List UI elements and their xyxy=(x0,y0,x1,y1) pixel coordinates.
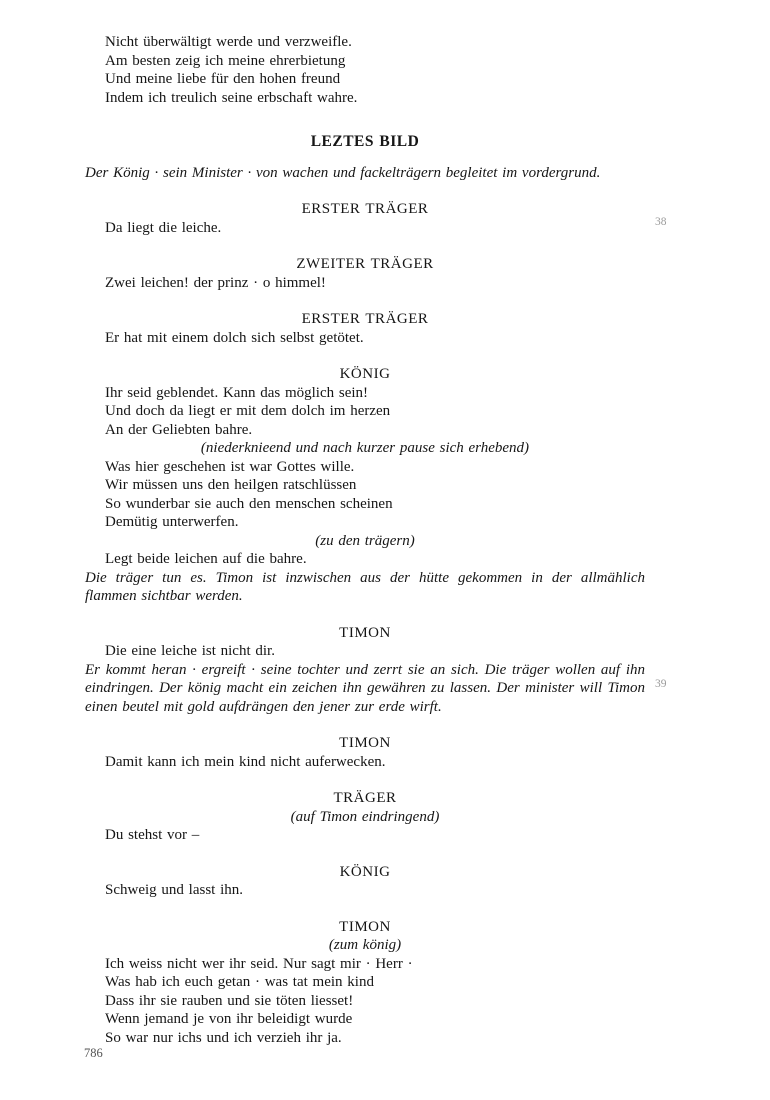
dialogue-line: Da liegt die leiche. xyxy=(105,219,222,236)
dialogue-line: Was hab ich euch getan · was tat mein kind xyxy=(105,974,374,990)
dialogue-line: Er hat mit einem dolch sich selbst getötet. xyxy=(105,329,364,346)
dialogue-block xyxy=(85,384,645,440)
dialogue-line: An der Geliebten bahre. xyxy=(105,421,253,438)
dialogue-block xyxy=(85,753,645,772)
dialogue-line: Schweig und lasst ihn. xyxy=(105,882,243,898)
dialogue-line: Die eine leiche ist nicht dir. xyxy=(105,643,275,659)
dialogue-line: Am besten zeig ich meine ehrerbietung xyxy=(105,52,346,69)
speaker-name: ERSTER TRÄGER xyxy=(301,311,429,327)
dialogue-line: Wenn jemand je von ihr beleidigt wurde xyxy=(105,1011,353,1027)
dialogue-line: Damit kann ich mein kind nicht auferwecken. xyxy=(105,753,386,770)
dialogue-line: Was hier geschehen ist war Gottes wille. xyxy=(105,458,355,475)
speaker-name: TIMON xyxy=(339,735,391,751)
verse-margin-number-38: 38 xyxy=(655,216,667,228)
dialogue-line: Und meine liebe für den hohen freund xyxy=(105,71,341,87)
dialogue-line: Demütig unterwerfen. xyxy=(105,514,239,530)
stage-direction: Die träger tun es. Timon ist inzwischen aus der hütte gekommen in der allmählich flammen sichtbar werden. xyxy=(85,569,645,604)
dialogue-block xyxy=(85,881,645,900)
dialogue-line: So wunderbar sie auch den menschen scheinen xyxy=(105,495,393,512)
parenthetical-direction: (zum könig) xyxy=(328,937,402,953)
dialogue-block xyxy=(85,826,645,845)
dialogue-block xyxy=(85,329,645,348)
parenthetical-direction: (auf Timon eindringend) xyxy=(290,808,440,825)
scene-heading: LEZTES BILD xyxy=(310,133,420,150)
speaker-name: TRÄGER xyxy=(333,790,397,806)
dialogue-block xyxy=(85,458,645,532)
dialogue-block xyxy=(85,955,645,1048)
speaker-name: TIMON xyxy=(339,918,391,935)
dialogue-block xyxy=(85,550,645,569)
dialogue-line: Und doch da liegt er mit dem dolch im herzen xyxy=(105,403,391,419)
verse-margin-number-39: 39 xyxy=(655,678,667,690)
dialogue-block xyxy=(85,33,645,107)
dialogue-line: Nicht überwältigt werde und verzweifle. xyxy=(105,34,352,50)
dialogue-block xyxy=(85,274,645,293)
stage-direction: Er kommt heran · ergreift · seine tochter und zerrt sie an sich. Die träger wollen auf ihn eindringen. Der könig macht ein zeichen ihn gewähren zu lassen. Der minister will Timon einen beutel mit gold aufdrängen den jener zur erde wirft. xyxy=(85,661,645,715)
dialogue-line: Dass ihr sie rauben und sie töten liesset! xyxy=(105,992,354,1009)
speaker-name: ERSTER TRÄGER xyxy=(301,201,429,217)
speaker-name: KÖNIG xyxy=(339,366,391,382)
dialogue-line: So war nur ichs und ich verzieh ihr ja. xyxy=(105,1029,342,1046)
speaker-name: KÖNIG xyxy=(339,863,391,880)
page-number: 786 xyxy=(84,1046,103,1060)
parenthetical-direction: (niederknieend und nach kurzer pause sich erhebend) xyxy=(200,440,530,456)
dialogue-line: Ich weiss nicht wer ihr seid. Nur sagt mir · Herr · xyxy=(105,955,413,972)
parenthetical-direction: (zu den trägern) xyxy=(315,532,415,549)
dialogue-line: Zwei leichen! der prinz · o himmel! xyxy=(105,274,326,291)
dialogue-line: Du stehst vor – xyxy=(105,827,200,843)
dialogue-line: Ihr seid geblendet. Kann das möglich sein! xyxy=(105,384,369,401)
dialogue-line: Legt beide leichen auf die bahre. xyxy=(105,551,307,567)
dialogue-block xyxy=(85,219,645,238)
speaker-name: TIMON xyxy=(339,624,391,641)
stage-direction: Der König · sein Minister · von wachen und fackelträgern begleitet im vordergrund. xyxy=(85,164,601,181)
dialogue-block xyxy=(85,642,645,661)
dialogue-line: Indem ich treulich seine erbschaft wahre. xyxy=(105,89,358,106)
play-text xyxy=(85,33,645,1047)
dialogue-line: Wir müssen uns den heilgen ratschlüssen xyxy=(105,477,357,493)
speaker-name: ZWEITER TRÄGER xyxy=(296,256,434,272)
